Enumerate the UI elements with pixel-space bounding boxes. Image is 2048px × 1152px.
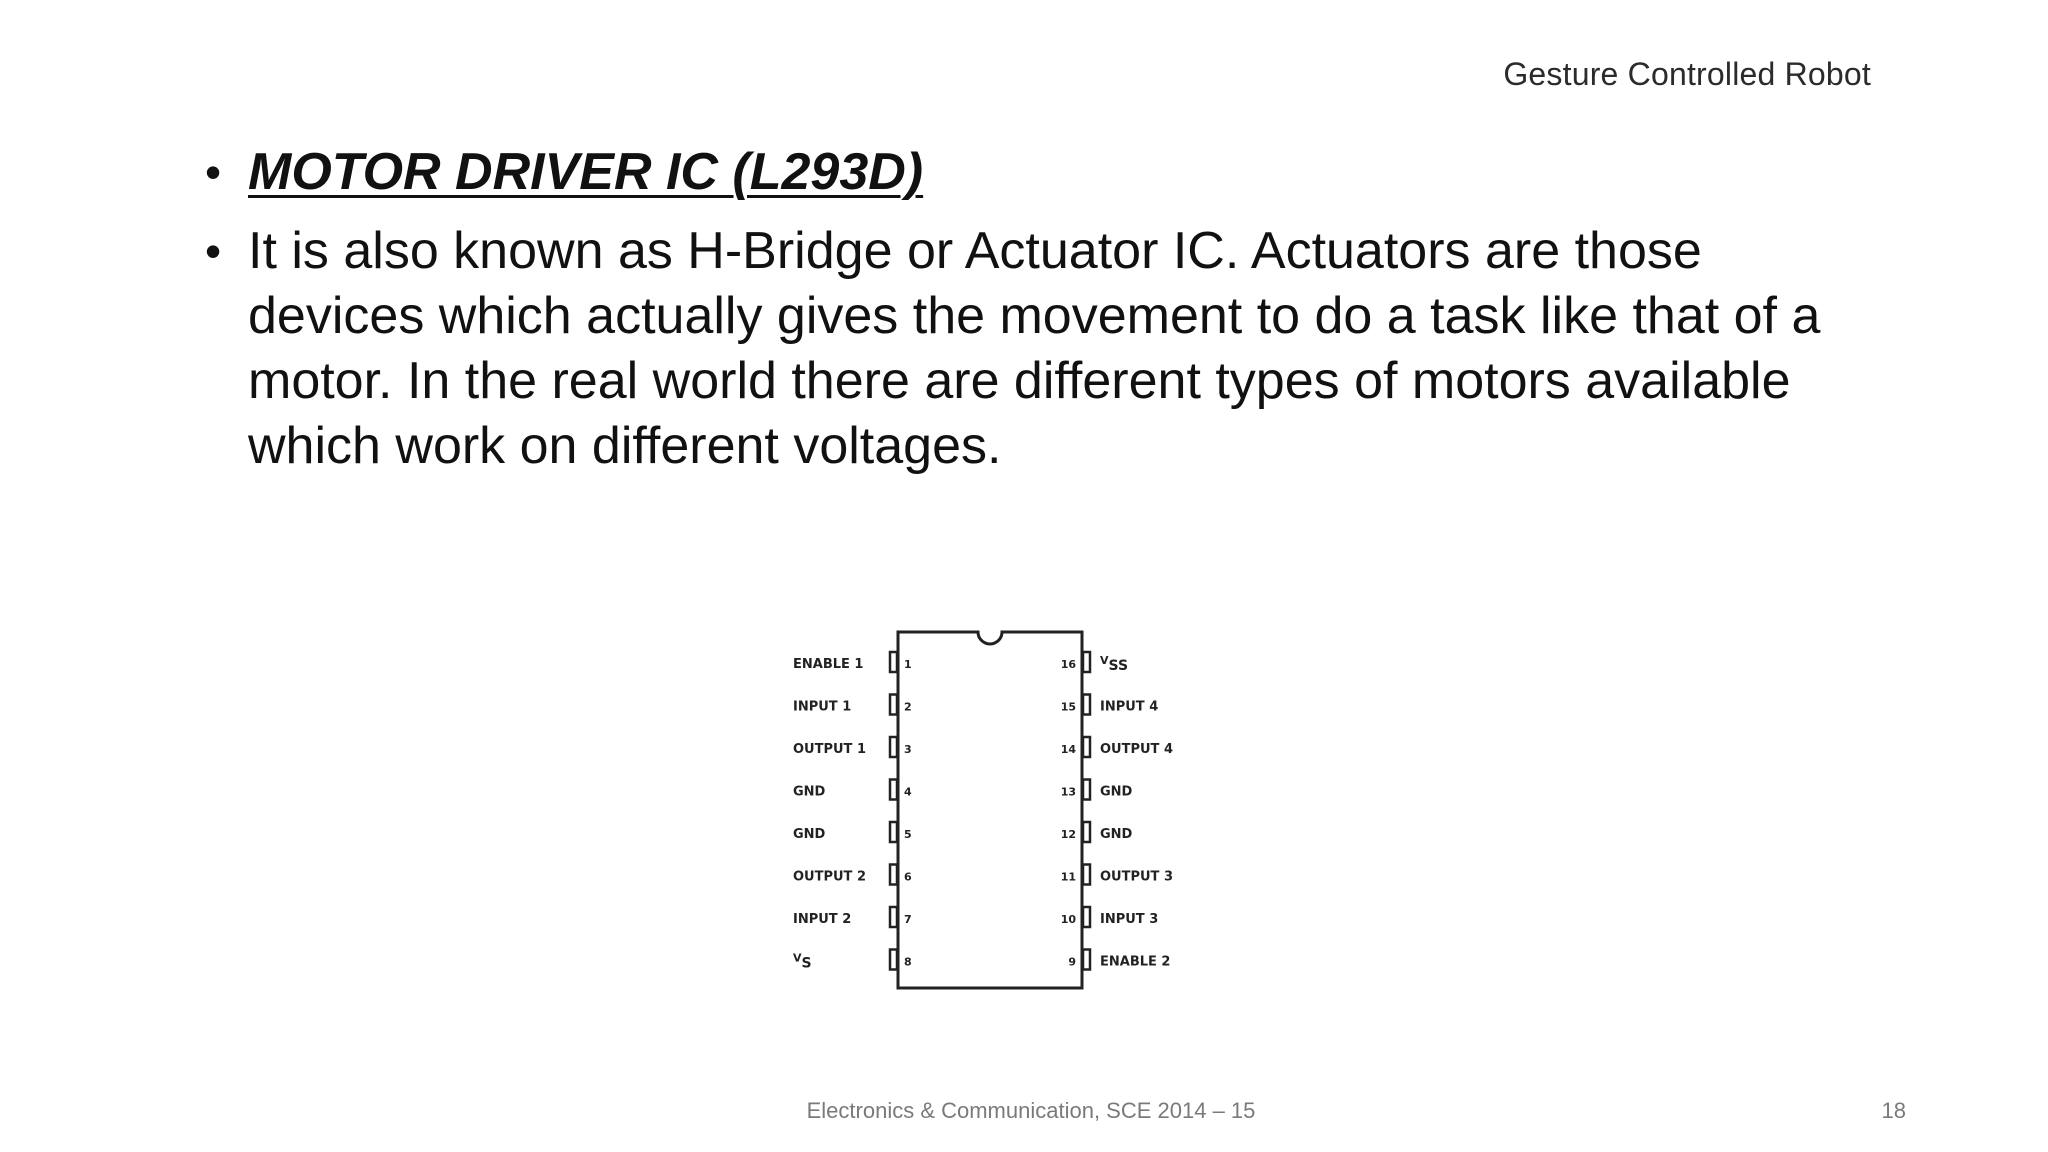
ic-pin-right (1083, 737, 1090, 757)
ic-pin-left (890, 865, 897, 885)
ic-pin-number: 4 (904, 785, 912, 799)
ic-pin-number: 12 (1060, 828, 1076, 841)
ic-pin-left (890, 822, 897, 842)
bullet-dot-icon: • (205, 146, 222, 198)
ic-pin-label: OUTPUT 4 (1100, 742, 1173, 757)
ic-pinout-diagram (790, 625, 1210, 995)
ic-pin-right (1083, 822, 1090, 842)
description-text: It is also known as H-Bridge or Actuator IC. Actuators are those devices which actually gives the movement to do a task like that of a motor. In the real world there are different types of motors available which work on different voltages. (248, 222, 1821, 475)
ic-pin-label: GND (1100, 784, 1133, 800)
footer-text: Electronics & Communication, SCE 2014 – 15 (806, 1098, 1256, 1123)
bullet-dot-icon: • (205, 225, 222, 277)
ic-pin-label: GND (793, 827, 826, 842)
bullet-item-description (205, 219, 1845, 479)
page-number: 18 (1881, 1098, 1906, 1123)
ic-pin-number: 3 (904, 743, 912, 756)
ic-pin-number: 14 (1060, 743, 1076, 756)
ic-pin-label: $^V$SS (1100, 654, 1129, 674)
ic-pin-left (890, 737, 897, 757)
ic-pin-left (890, 695, 897, 715)
ic-pin-label: $^V$S (793, 951, 812, 972)
ic-pin-label: INPUT 4 (1100, 699, 1159, 715)
ic-pin-number: 9 (1068, 955, 1076, 969)
ic-pin-label: ENABLE 2 (1100, 954, 1171, 970)
slide-header-title: Gesture Controlled Robot (1503, 56, 1871, 92)
ic-body (898, 632, 1082, 988)
ic-pin-right (1083, 652, 1090, 672)
ic-pin-label: INPUT 1 (793, 699, 852, 715)
ic-pin-label: GND (793, 784, 826, 800)
ic-pin-number: 8 (904, 955, 912, 969)
ic-pin-left (890, 907, 897, 927)
ic-pin-left (890, 950, 897, 970)
ic-pin-number: 7 (904, 913, 912, 926)
ic-pin-label: OUTPUT 3 (1100, 869, 1173, 885)
ic-pin-number: 6 (904, 870, 912, 884)
ic-pin-label: INPUT 3 (1100, 912, 1159, 927)
ic-pin-right (1083, 950, 1090, 970)
ic-pin-label: ENABLE 1 (793, 657, 864, 672)
ic-pin-right (1083, 780, 1090, 800)
ic-pin-number: 11 (1060, 870, 1076, 884)
ic-pin-number: 1 (904, 658, 912, 671)
ic-pin-number: 5 (904, 828, 912, 841)
ic-pin-left (890, 652, 897, 672)
ic-pin-number: 15 (1060, 700, 1076, 714)
ic-pin-label: OUTPUT 2 (793, 869, 866, 885)
ic-pin-number: 16 (1060, 658, 1076, 671)
section-heading: MOTOR DRIVER IC (L293D) (248, 143, 924, 201)
ic-pin-number: 10 (1060, 913, 1076, 926)
bullet-list (205, 140, 1845, 479)
bullet-item-heading (205, 140, 1845, 205)
ic-pin-label: INPUT 2 (793, 912, 852, 927)
ic-pin-left (890, 780, 897, 800)
ic-pin-right (1083, 695, 1090, 715)
ic-pin-label: OUTPUT 1 (793, 742, 866, 757)
ic-pin-number: 2 (904, 700, 912, 714)
ic-pin-right (1083, 907, 1090, 927)
ic-pin-right (1083, 865, 1090, 885)
ic-pin-label: GND (1100, 827, 1133, 842)
ic-pin-number: 13 (1060, 785, 1076, 799)
